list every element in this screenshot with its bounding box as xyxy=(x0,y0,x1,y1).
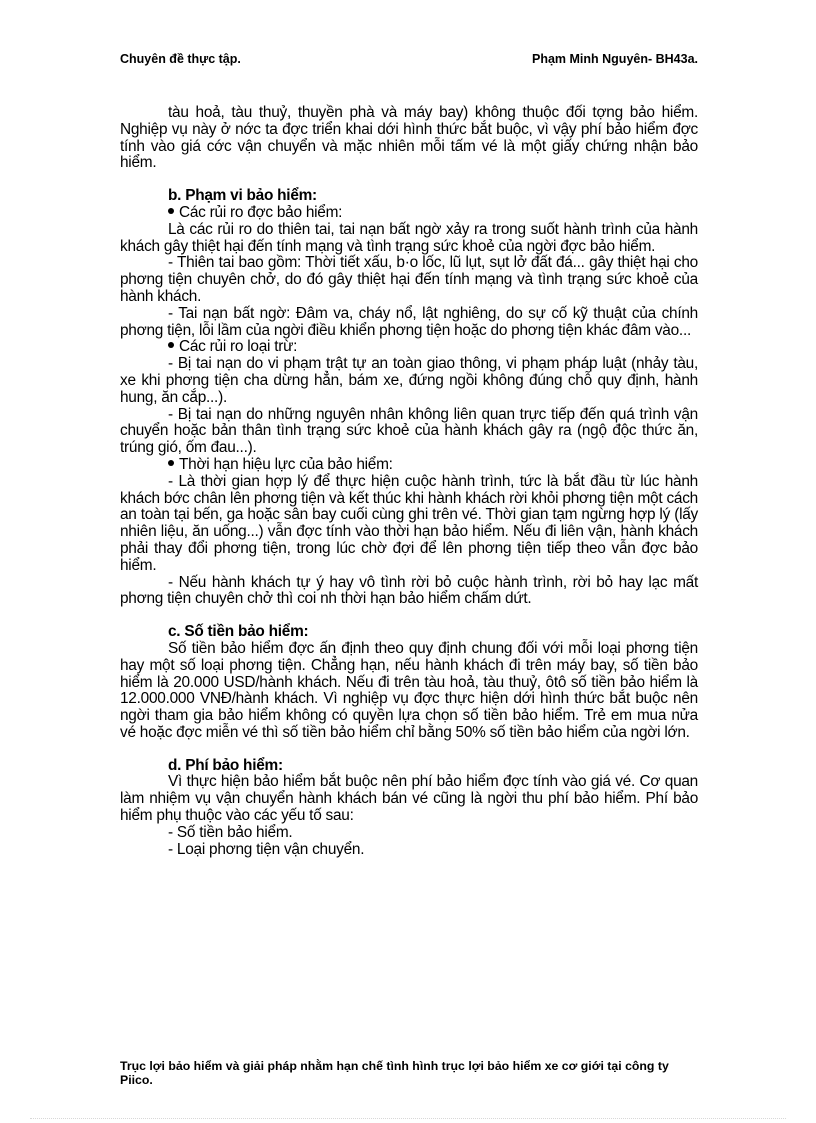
bullet-icon xyxy=(168,342,174,348)
paragraph: - Loại phơng tiện vận chuyển. xyxy=(168,840,365,858)
paragraph: - Thiên tai bao gồm: Thời tiết xấu, b·o lốc, lũ lụt, sụt lở đất đá... gây thiệt hại cho phơng tiện chuyên chở, do đó gây thiệt hại đến tính mạng và tình trạng sức khoẻ của hành khách. xyxy=(120,254,698,305)
bullet-text: Thời hạn hiệu lực của bảo hiểm: xyxy=(179,455,393,473)
page-body xyxy=(120,105,698,858)
bullet-text: Các rủi ro loại trừ: xyxy=(179,338,298,356)
page-edge-divider xyxy=(30,1118,786,1119)
bullet-icon xyxy=(168,208,174,214)
paragraph: Vì thực hiện bảo hiểm bắt buộc nên phí bảo hiểm đợc tính vào giá vé. Cơ quan làm nhiệm vụ vận chuyển hành khách bán vé cũng là ngời thu phí bảo hiểm. Phí bảo hiểm phụ thuộc vào các yếu tố sau: xyxy=(120,773,698,825)
header-left: Chuyên đề thực tập. xyxy=(120,52,241,66)
bullet-item xyxy=(120,339,698,356)
header-right: Phạm Minh Nguyên- BH43a. xyxy=(532,52,698,66)
bullet-icon xyxy=(168,460,174,466)
heading-c: c. Số tiền bảo hiểm: xyxy=(168,623,309,641)
bullet-item xyxy=(120,205,698,222)
page-header xyxy=(120,52,698,66)
paragraph: Số tiền bảo hiểm đợc ấn định theo quy định chung đối với mỗi loại phơng tiện hay một số loại phơng tiện. Chẳng hạn, nếu hành khách đi trên máy bay, số tiền bảo hiểm là 20.000 USD/hành khách. Nếu đi trên tàu hoả, tàu thuỷ, ôtô số tiền bảo hiểm là 12.000.000 VNĐ/hành khách. Vì nghiệp vụ đợc thực hiện dới hình thức bắt buộc nên ngời tham gia bảo hiểm không có quyền lựa chọn số tiền bảo hiểm. Trẻ em mua nửa vé hoặc đợc miễn vé thì số tiền bảo hiểm chỉ bằng 50% số tiền bảo hiểm của ngời lớn. xyxy=(120,639,698,741)
paragraph: - Số tiền bảo hiểm. xyxy=(168,823,293,841)
paragraph: - Bị tai nạn do vi phạm trật tự an toàn giao thông, vi phạm pháp luật (nhảy tàu, xe khi phơng tiện cha dừng hẳn, bám xe, đứng ngồi không đúng chỗ quy định, hành hung, ăn cắp...). xyxy=(120,355,698,406)
paragraph: - Nếu hành khách tự ý hay vô tình rời bỏ cuộc hành trình, rời bỏ hay lạc mất phơng tiện chuyên chở thì coi nh thời hạn bảo hiểm chấm dứt. xyxy=(120,573,698,608)
paragraph-intro: tàu hoả, tàu thuỷ, thuyền phà và máy bay) không thuộc đối tợng bảo hiểm. Nghiệp vụ này ở nớc ta đợc triển khai dới hình thức bắt buộc, vì vậy phí bảo hiểm đợc tính vào giá cớc vận chuyển và mặc nhiên mỗi tấm vé là một giấy chứng nhận bảo hiểm. xyxy=(120,104,698,172)
paragraph: - Bị tai nạn do những nguyên nhân không liên quan trực tiếp đến quá trình vận chuyển hoặc bản thân tình trạng sức khoẻ của hành khách gây ra (ngộ độc thức ăn, trúng gió, ốm đau...). xyxy=(120,405,698,457)
bullet-item xyxy=(120,457,698,474)
heading-d: d. Phí bảo hiểm: xyxy=(168,756,283,774)
paragraph: Là các rủi ro do thiên tai, tai nạn bất ngờ xảy ra trong suốt hành trình của hành khách gây thiệt hại đến tính mạng và tình trạng sức khoẻ của ngời đợc bảo hiểm. xyxy=(120,220,698,255)
heading-b: b. Phạm vi bảo hiểm: xyxy=(168,187,317,205)
paragraph: - Là thời gian hợp lý để thực hiện cuộc hành trình, tức là bắt đầu từ lúc hành khách bớc chân lên phơng tiện và kết thúc khi hành khách rời khỏi phơng tiện một cách an toàn tại bến, ga hoặc sân bay cuối cùng ghi trên vé. Thời gian tạm ngừng hợp lý (lấy nhiên liệu, ăn uống...) vẫn đợc tính vào thời hạn bảo hiểm. Nếu đi liên vận, hành khách phải thay đổi phơng tiện, trong lúc chờ đợi để lên phơng tiện tiếp theo vẫn đợc bảo hiểm. xyxy=(120,472,698,574)
paragraph: - Tai nạn bất ngờ: Đâm va, cháy nổ, lật nghiêng, do sự cố kỹ thuật của chính phơng tiện, lỗi lầm của ngời điều khiển phơng tiện hoặc do phơng tiện khác đâm vào... xyxy=(120,304,698,339)
page-footer: Trục lợi bảo hiểm và giải pháp nhằm hạn chế tình hình trục lợi bảo hiểm xe cơ giới tại công ty Piico. xyxy=(120,1059,669,1087)
bullet-text: Các rủi ro đợc bảo hiểm: xyxy=(179,203,343,221)
